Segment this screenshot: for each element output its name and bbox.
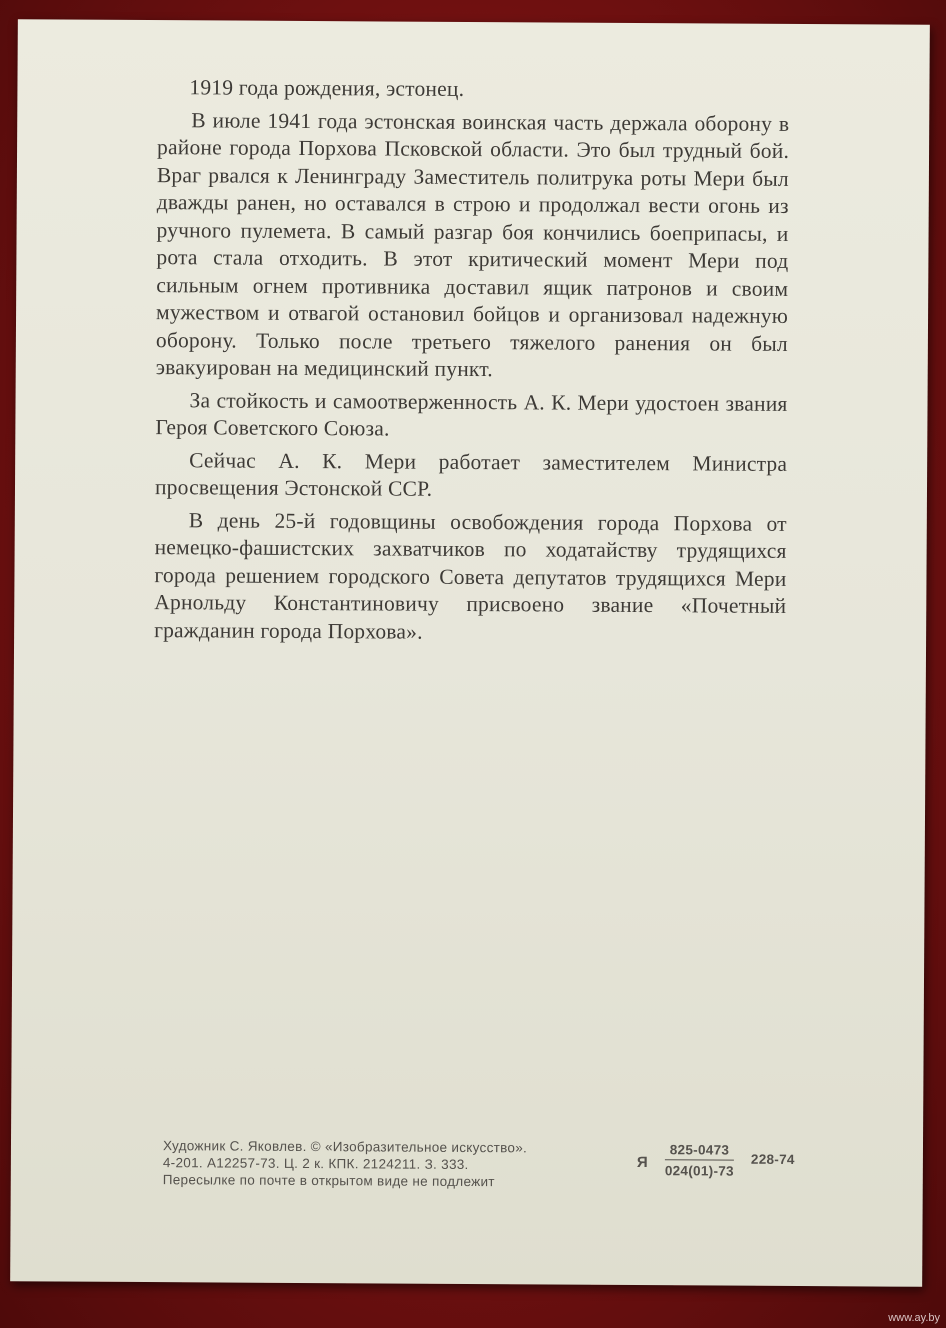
site-watermark: www.ay.by [888,1312,940,1324]
imprint-lines [163,1137,643,1191]
paragraph-current-position: Сейчас А. К. Мери работает заместителем Министра просвещения Эстонской ССР. [154,447,788,501]
paragraph-award: За стойкость и самоотверженность А. К. Мери удостоен звания Героя Советского Союза. [155,387,788,441]
imprint-fraction [665,1141,734,1179]
paragraph-honorary-citizen: В день 25-й годовщины освобождения города Порхова от немецко-фашистских захватчиков по ходатайству трудящихся города решением городского Совета депутатов трудящихся Мери Арнольду Константиновичу присвоено звание «Почетный гражданин города Порхова». [154,507,787,644]
imprint-index-letter: Я [636,1154,649,1172]
imprint-fraction-top: 825-0473 [665,1141,734,1160]
publisher-imprint [162,1137,823,1190]
imprint-artist-line: Художник С. Яковлев. © «Изобразительное искусство». [162,1138,528,1156]
biography-text [154,74,790,653]
imprint-fraction-bottom: 024(01)-73 [664,1163,734,1179]
imprint-code: 228-74 [750,1151,795,1167]
paragraph-battle: В июле 1941 года эстонская воинская часть держала оборону в районе города Порхова Псковской области. Это был трудный бой. Враг рвался к Ленинграду Заместитель политрука роты Мери был дважды ранен, но оставался в строю и продолжал вести огонь из ручного пулемета. В самый разгар боя кончились боеприпасы, и рота стала отходить. В этот критический момент Мери под сильным огнем противника доставил ящик патронов и своим мужеством и отвагой остановил бойцов и организовал надежную оборону. Только после третьего тяжелого ранения он был эвакуирован на медицинский пункт. [155,107,790,382]
imprint-catalog-line: 4-201. А12257-73. Ц. 2 к. КПК. 2124211. З. 333. [162,1155,469,1173]
postcard-back [10,19,930,1287]
imprint-mail-notice: Пересылке по почте в открытом виде не подлежит [162,1172,495,1190]
paragraph-birth: 1919 года рождения, эстонец. [189,75,465,101]
